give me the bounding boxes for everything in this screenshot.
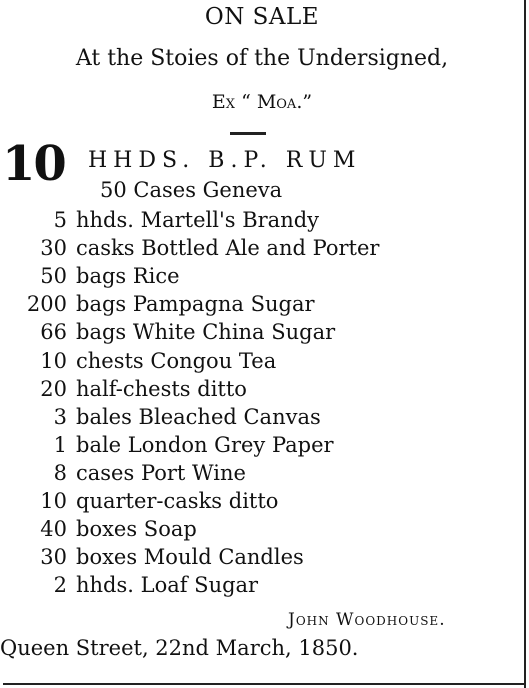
- item-description: bale London Grey Paper: [76, 433, 334, 457]
- list-item: [0, 210, 319, 231]
- item-quantity: 30: [40, 236, 67, 260]
- item-quantity: 10: [40, 349, 67, 373]
- bottom-rule: [3, 683, 524, 685]
- list-item: [0, 322, 335, 343]
- list-item: [0, 435, 334, 456]
- item-description: bags White China Sugar: [76, 320, 336, 344]
- item-quantity: 8: [53, 461, 67, 485]
- item-quantity: 200: [26, 292, 67, 316]
- item-quantity: 30: [40, 545, 67, 569]
- list-item: [0, 463, 246, 484]
- list-item: [0, 519, 197, 540]
- item-quantity: 66: [40, 320, 67, 344]
- item-description: quarter-casks ditto: [76, 489, 279, 513]
- list-item: [0, 238, 379, 259]
- item-description: half-chests ditto: [76, 377, 247, 401]
- lead-subitem: 50 Cases Geneva: [100, 178, 283, 202]
- list-item: [0, 547, 304, 568]
- list-item: [0, 491, 278, 512]
- item-quantity: 3: [53, 405, 67, 429]
- lead-quantity: 10: [2, 136, 65, 192]
- item-quantity: 40: [40, 517, 67, 541]
- item-quantity: 50: [40, 264, 67, 288]
- list-item: [0, 407, 321, 428]
- list-item: [0, 575, 258, 596]
- column-rule-right: [524, 0, 526, 688]
- item-description: bales Bleached Canvas: [76, 405, 321, 429]
- item-quantity: 5: [53, 208, 67, 232]
- notice-heading: ON SALE: [204, 4, 320, 30]
- date-line: Queen Street, 22nd March, 1850.: [0, 636, 359, 660]
- item-description: chests Congou Tea: [76, 349, 277, 373]
- list-item: [0, 351, 276, 372]
- item-description: hhds. Loaf Sugar: [76, 573, 259, 597]
- list-item: [0, 266, 180, 287]
- item-description: boxes Mould Candles: [76, 545, 304, 569]
- item-quantity: 1: [53, 433, 67, 457]
- item-quantity: 10: [40, 489, 67, 513]
- item-description: bags Pampagna Sugar: [76, 292, 315, 316]
- item-quantity: 20: [40, 377, 67, 401]
- lead-item: HHDS. B.P. RUM: [88, 148, 362, 173]
- item-description: boxes Soap: [76, 517, 197, 541]
- item-description: bags Rice: [76, 264, 180, 288]
- notice-subheading: At the Stoies of the Undersigned,: [75, 46, 449, 71]
- item-description: cases Port Wine: [76, 461, 246, 485]
- ship-line: Ex “ Moa.”: [211, 91, 313, 113]
- list-item: [0, 379, 247, 400]
- list-item: [0, 294, 315, 315]
- signature: John Woodhouse.: [288, 610, 446, 630]
- item-description: hhds. Martell's Brandy: [76, 208, 320, 232]
- item-description: casks Bottled Ale and Porter: [76, 236, 380, 260]
- item-quantity: 2: [53, 573, 67, 597]
- section-divider: [230, 132, 266, 135]
